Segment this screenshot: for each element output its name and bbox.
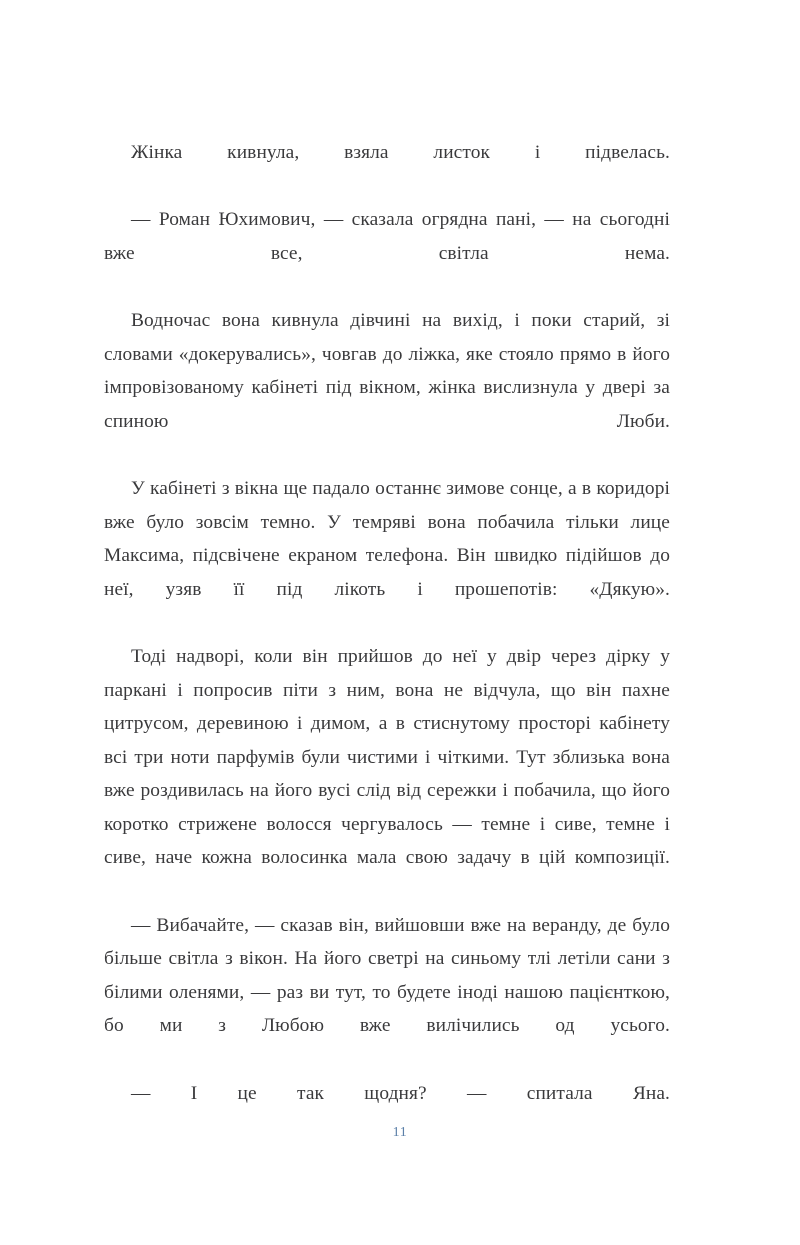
paragraph: Тоді надворі, коли він прийшов до неї у двір через дірку у паркані і попросив піти з ним, вона не відчула, що він пахне цитрусом, деревиною і димом, а в стиснутому просторі кабінету всі три ноти парфумів були чистими і чіткими. Тут зблизька вона вже роздивилась на його вусі слід від сережки і побачила, що його коротко стрижене волосся чергувалось — темне і сиве, темне і сиве, наче кожна волосинка мала свою задачу в цій композиції. bbox=[104, 645, 670, 869]
paragraph: — Роман Юхимович, — сказала огрядна пані, — на сьогодні вже все, світла нема. bbox=[104, 209, 670, 264]
page-text-block bbox=[104, 136, 670, 1144]
paragraph: Жінка кивнула, взяла листок і підвелась. bbox=[131, 142, 670, 163]
page-number: 11 bbox=[392, 1125, 408, 1140]
paragraph: — І це так щодня? — спитала Яна. bbox=[131, 1082, 670, 1104]
paragraph: — Вибачайте, — сказав він, вийшовши вже на веранду, де було більше світла з вікон. На його светрі на синьому тлі летіли сани з білими оленями, — раз ви тут, то будете іноді нашою пацієнткою, бо ми з Любою вже вилічились од усього. bbox=[104, 914, 670, 1037]
paragraph: Водночас вона кивнула дівчині на вихід, і поки старий, зі словами «докерувались», човгав до ліжка, яке стояло прямо в його імпровізованому кабінеті під вікном, жінка вислизнула у двері за спиною Люби. bbox=[104, 309, 670, 432]
paragraph: У кабінеті з вікна ще падало останнє зимове сонце, а в коридорі вже було зовсім темно. У темряві вона побачила тільки лице Максима, підсвічене екраном телефона. Він швидко підійшов до неї, узяв її під лікоть і прошепотів: «Дякую». bbox=[104, 477, 670, 600]
